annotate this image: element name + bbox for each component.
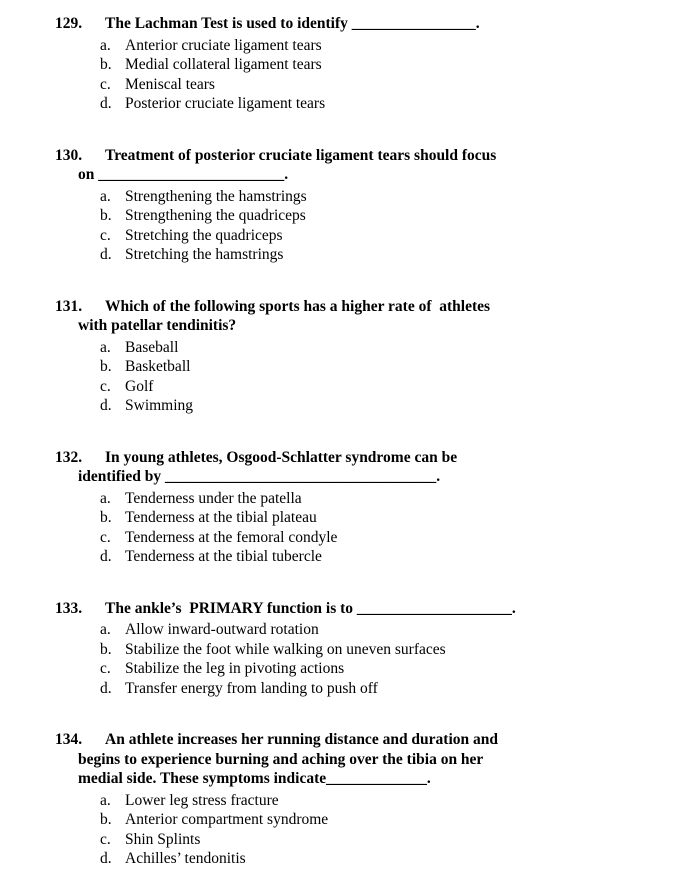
- option-text: Stabilize the foot while walking on uneven surfaces: [125, 640, 446, 658]
- option-text: Shin Splints: [125, 830, 201, 848]
- option-text: Swimming: [125, 397, 194, 414]
- option-letter: d.: [100, 246, 112, 263]
- option-letter: b.: [100, 56, 112, 73]
- question-stem-continuation: begins to experience burning and aching over the tibia on her: [78, 750, 484, 768]
- question-stem-line: Which of the following sports has a higher rate of athletes: [105, 297, 491, 315]
- option-text: Achilles’ tendonitis: [125, 850, 246, 867]
- question-number: 133.: [55, 599, 83, 617]
- question-first-line: [0, 448, 693, 468]
- option-letter: b.: [100, 509, 112, 526]
- option-letter: a.: [100, 489, 111, 507]
- question-number: 131.: [55, 297, 83, 315]
- question-stem-continuation: on ________________________.: [78, 166, 289, 183]
- option-letter: c.: [100, 75, 111, 93]
- question-stem-continuation: medial side. These symptoms indicate_____________.: [78, 770, 431, 787]
- question-block: [0, 146, 693, 265]
- option-text: Meniscal tears: [125, 75, 215, 93]
- option-item: [0, 810, 693, 830]
- option-letter: b.: [100, 207, 112, 224]
- option-text: Allow inward-outward rotation: [125, 621, 319, 638]
- question-number: 129.: [55, 15, 83, 32]
- option-letter: a.: [100, 791, 111, 809]
- question-first-line: [0, 297, 693, 317]
- option-item: [0, 75, 693, 95]
- question-number: 134.: [55, 731, 83, 748]
- option-letter: c.: [100, 528, 111, 546]
- option-text: Strengthening the quadriceps: [125, 207, 306, 224]
- option-letter: d.: [100, 95, 112, 112]
- option-letter: b.: [100, 811, 112, 828]
- question-first-line: [0, 730, 693, 750]
- question-stem-line: In young athletes, Osgood-Schlatter syndrome can be: [105, 448, 458, 466]
- option-text: Stretching the hamstrings: [125, 246, 284, 263]
- question-stem-line: Treatment of posterior cruciate ligament tears should focus: [105, 146, 497, 164]
- option-item: [0, 206, 693, 226]
- option-item: [0, 55, 693, 75]
- option-letter: d.: [100, 850, 112, 867]
- question-block: [0, 730, 693, 869]
- question-stem-line: An athlete increases her running distance and duration and: [105, 731, 499, 748]
- option-text: Stretching the quadriceps: [125, 226, 283, 244]
- option-item: [0, 508, 693, 528]
- option-letter: c.: [100, 377, 111, 395]
- option-text: Strengthening the hamstrings: [125, 187, 307, 205]
- option-list: [0, 338, 693, 416]
- question-block: [0, 14, 693, 114]
- question-stem-continuation: identified by ___________________________________.: [78, 468, 441, 485]
- option-item: [0, 357, 693, 377]
- question-block: [0, 448, 693, 567]
- option-text: Golf: [125, 377, 154, 395]
- option-letter: d.: [100, 397, 112, 414]
- option-item: [0, 489, 693, 509]
- question-number: 132.: [55, 448, 83, 466]
- question-first-line: [0, 146, 693, 166]
- option-letter: c.: [100, 226, 111, 244]
- option-item: [0, 245, 693, 265]
- option-item: [0, 659, 693, 679]
- option-item: [0, 640, 693, 660]
- option-text: Tenderness under the patella: [125, 489, 302, 507]
- option-item: [0, 620, 693, 640]
- option-item: [0, 187, 693, 207]
- option-list: [0, 620, 693, 698]
- option-letter: c.: [100, 830, 111, 848]
- option-item: [0, 547, 693, 567]
- option-letter: a.: [100, 338, 111, 356]
- option-item: [0, 528, 693, 548]
- option-list: [0, 187, 693, 265]
- option-item: [0, 338, 693, 358]
- option-text: Anterior compartment syndrome: [125, 811, 329, 828]
- option-list: [0, 791, 693, 869]
- question-stem-line: The Lachman Test is used to identify ________________.: [105, 15, 480, 32]
- question-block: [0, 599, 693, 699]
- option-letter: c.: [100, 660, 111, 677]
- option-item: [0, 791, 693, 811]
- option-letter: b.: [100, 358, 112, 375]
- question-first-line: [0, 599, 693, 619]
- question-number: 130.: [55, 146, 83, 164]
- question-stem-continuation: with patellar tendinitis?: [78, 317, 237, 334]
- question-stem-line: The ankle’s PRIMARY function is to ____________________.: [105, 599, 516, 617]
- option-text: Baseball: [125, 338, 179, 356]
- option-letter: d.: [100, 548, 112, 565]
- question-list: [0, 14, 693, 869]
- option-text: Transfer energy from landing to push off: [125, 679, 378, 697]
- option-item: [0, 94, 693, 114]
- option-text: Tenderness at the femoral condyle: [125, 528, 338, 546]
- option-item: [0, 830, 693, 850]
- option-item: [0, 377, 693, 397]
- option-item: [0, 226, 693, 246]
- option-text: Stabilize the leg in pivoting actions: [125, 660, 345, 677]
- option-letter: d.: [100, 679, 112, 697]
- question-block: [0, 297, 693, 416]
- option-item: [0, 849, 693, 869]
- option-text: Medial collateral ligament tears: [125, 56, 322, 73]
- option-list: [0, 489, 693, 567]
- option-item: [0, 36, 693, 56]
- question-first-line: [0, 14, 693, 34]
- option-item: [0, 396, 693, 416]
- option-item: [0, 679, 693, 699]
- option-text: Tenderness at the tibial tubercle: [125, 548, 322, 565]
- option-text: Posterior cruciate ligament tears: [125, 95, 326, 112]
- option-letter: a.: [100, 187, 111, 205]
- option-list: [0, 36, 693, 114]
- option-letter: a.: [100, 621, 111, 638]
- option-text: Lower leg stress fracture: [125, 791, 279, 809]
- option-text: Anterior cruciate ligament tears: [125, 36, 322, 54]
- option-text: Tenderness at the tibial plateau: [125, 509, 317, 526]
- option-letter: b.: [100, 640, 112, 658]
- option-text: Basketball: [125, 358, 191, 375]
- option-letter: a.: [100, 36, 111, 54]
